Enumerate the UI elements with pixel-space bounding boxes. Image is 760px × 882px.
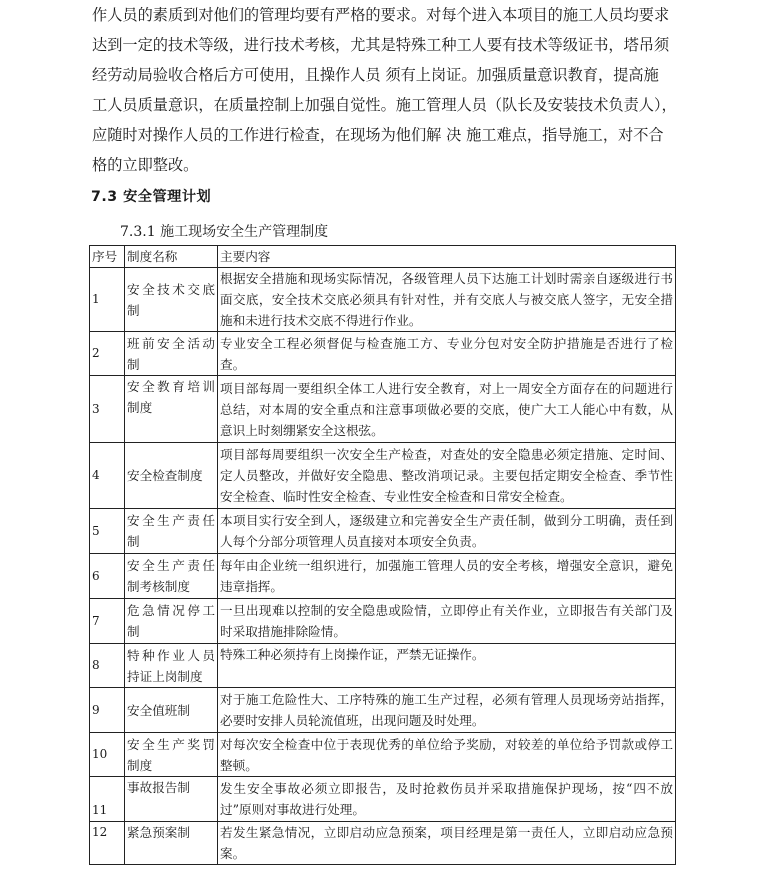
section-heading: 7.3 安全管理计划: [91, 189, 212, 205]
row-number: 4: [90, 443, 125, 509]
table-row: [90, 268, 676, 332]
table-row: [90, 599, 676, 644]
table-row: [90, 443, 676, 509]
rule-content: 一旦出现难以控制的安全隐患或险情，立即停止有关作业，立即报告有关部门及时采取措施排除险情。: [218, 599, 676, 644]
row-number: 2: [90, 332, 125, 376]
rule-content: 发生安全事故必须立即报告，及时抢救伤员并采取措施保护现场，按“四不放过”原则对事故进行处理。: [218, 777, 676, 822]
rule-name: 安全生产奖罚制度: [125, 733, 218, 777]
row-number: 6: [90, 554, 125, 599]
table-row: [90, 554, 676, 599]
table-row: [90, 688, 676, 733]
row-number: 7: [90, 599, 125, 644]
header-rule-name: 制度名称: [125, 246, 218, 268]
intro-paragraph: [92, 0, 678, 180]
safety-rules-table: [89, 245, 676, 865]
row-number: 11: [90, 777, 125, 822]
row-number: 10: [90, 733, 125, 777]
rule-content: 专业安全工程必须督促与检查施工方、专业分包对安全防护措施是否进行了检查。: [218, 332, 676, 376]
table-row: [90, 822, 676, 865]
intro-line: 经劳动局验收合格后方可使用，且操作人员 须有上岗证。加强质量意识教育，提高施: [92, 66, 659, 84]
rule-content: 项目部每周一要组织全体工人进行安全教育，对上一周安全方面存在的问题进行总结，对本周的安全重点和注意事项做必要的交底，使广大工人能心中有数，从意识上时刻绷紧安全这根弦。: [218, 376, 676, 443]
rule-content: 对每次安全检查中位于表现优秀的单位给予奖励，对较差的单位给予罚款或停工整顿。: [218, 733, 676, 777]
row-number: 9: [90, 688, 125, 733]
row-number: 1: [90, 268, 125, 332]
table-row: [90, 376, 676, 443]
rule-name: 紧急预案制: [125, 822, 218, 865]
header-content: 主要内容: [218, 246, 676, 268]
table-row: [90, 332, 676, 376]
row-number: 5: [90, 509, 125, 554]
rule-name: 安全技术交底制: [125, 268, 218, 332]
rule-content: 特殊工种必须持有上岗操作证，严禁无证操作。: [218, 644, 676, 688]
rule-content: 项目部每周要组织一次安全生产检查，对查处的安全隐患必须定措施、定时间、定人员整改，并做好安全隐患、整改消项记录。主要包括定期安全检查、季节性安全检查、临时性安全检查、专业性安全检查和日常安全检查。: [218, 443, 676, 509]
table-row: [90, 777, 676, 822]
rule-content: 本项目实行安全到人，逐级建立和完善安全生产责任制，做到分工明确，责任到人每个分部分项管理人员直接对本项安全负责。: [218, 509, 676, 554]
rule-content: 对于施工危险性大、工序特殊的施工生产过程，必须有管理人员现场旁站指挥，必要时安排人员轮流值班，出现问题及时处理。: [218, 688, 676, 733]
row-number: 3: [90, 376, 125, 443]
rule-name: 安全教育培训制度: [125, 376, 218, 443]
rule-name: 安全检查制度: [125, 443, 218, 509]
table-row: [90, 509, 676, 554]
table-header-row: [90, 246, 676, 268]
rule-name: 安全生产责任制考核制度: [125, 554, 218, 599]
row-number: 12: [90, 822, 125, 865]
sub-heading: 7.3.1 施工现场安全生产管理制度: [120, 224, 329, 240]
intro-line: 作人员的素质到对他们的管理均要有严格的要求。对每个进入本项目的施工人员均要求: [92, 6, 670, 24]
header-number: 序号: [90, 246, 125, 268]
rule-content: 若发生紧急情况，立即启动应急预案，项目经理是第一责任人，立即启动应急预案。: [218, 822, 676, 865]
rule-name: 班前安全活动制: [125, 332, 218, 376]
rule-content: 每年由企业统一组织进行，加强施工管理人员的安全考核，增强安全意识，避免违章指挥。: [218, 554, 676, 599]
rule-name: 安全生产责任制: [125, 509, 218, 554]
intro-line: 达到一定的技术等级，进行技术考核，尤其是特殊工种工人要有技术等级证书，塔吊须: [92, 36, 670, 54]
rule-name: 特种作业人员持证上岗制度: [125, 644, 218, 688]
rule-content: 根据安全措施和现场实际情况，各级管理人员下达施工计划时需亲自逐级进行书面交底，安全技术交底必须具有针对性，并有交底人与被交底人签字，无安全措施和未进行技术交底不得进行作业。: [218, 268, 676, 332]
intro-line: 格的立即整改。: [92, 156, 199, 174]
rule-name: 危急情况停工制: [125, 599, 218, 644]
table-row: [90, 644, 676, 688]
intro-line: 工人员质量意识，在质量控制上加强自觉性。施工管理人员（队长及安装技术负责人），: [92, 96, 677, 114]
rule-name: 安全值班制: [125, 688, 218, 733]
rule-name: 事故报告制: [125, 777, 218, 822]
intro-line: 应随时对操作人员的工作进行检查，在现场为他们解 决 施工难点，指导施工，对不合: [92, 126, 664, 144]
row-number: 8: [90, 644, 125, 688]
table-row: [90, 733, 676, 777]
